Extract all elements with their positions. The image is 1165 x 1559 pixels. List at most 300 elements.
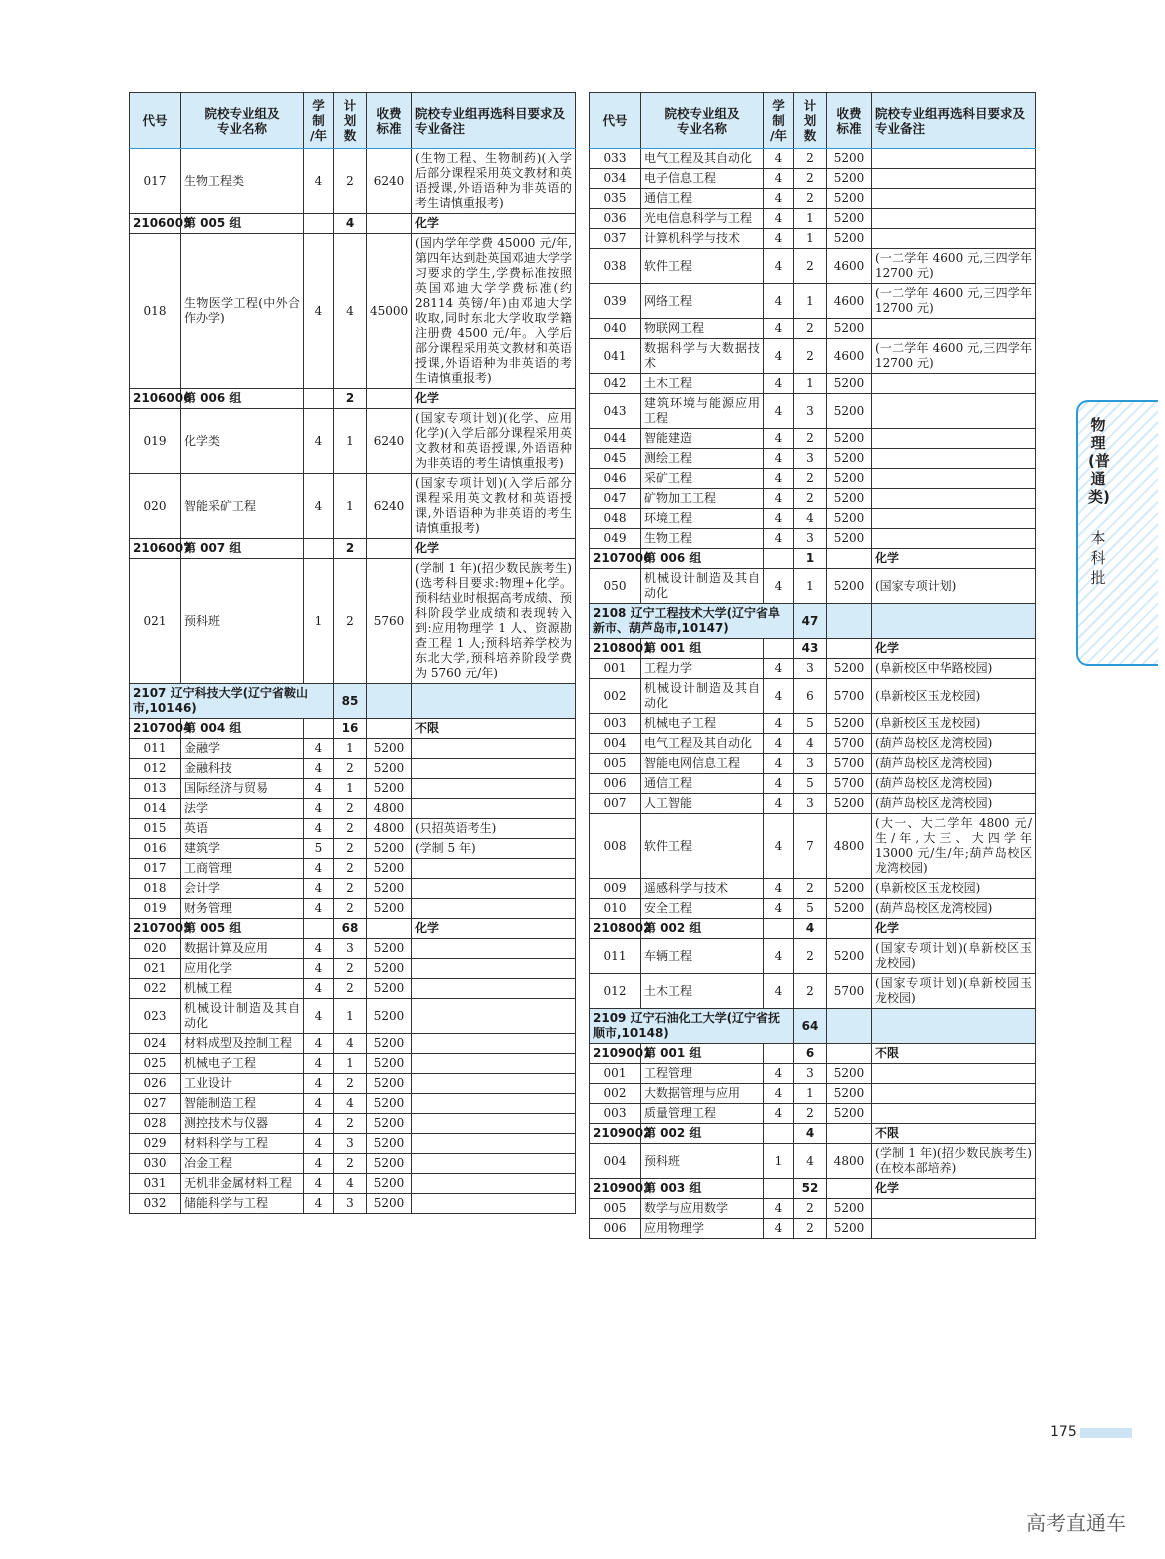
- major-years: 4: [304, 859, 334, 879]
- group-fee-empty: [367, 214, 412, 234]
- major-name: 物联网工程: [641, 319, 764, 339]
- major-note: (阜新校区玉龙校园): [872, 679, 1036, 714]
- major-code: 005: [590, 754, 641, 774]
- major-row: [590, 879, 1036, 899]
- group-fee-empty: [827, 549, 872, 569]
- major-plan: 2: [334, 979, 367, 999]
- major-row: [130, 1154, 576, 1174]
- major-name: 法学: [181, 799, 304, 819]
- major-note: [412, 1114, 576, 1134]
- major-row: [590, 714, 1036, 734]
- major-code: 045: [590, 449, 641, 469]
- major-code: 015: [130, 819, 181, 839]
- major-plan: 3: [334, 1194, 367, 1214]
- major-note: (葫芦岛校区龙湾校园): [872, 754, 1036, 774]
- major-plan: 2: [794, 469, 827, 489]
- major-row: [590, 209, 1036, 229]
- major-fee: 5200: [827, 529, 872, 549]
- major-row: [130, 959, 576, 979]
- major-note: [872, 489, 1036, 509]
- major-years: 4: [764, 469, 794, 489]
- major-plan: 2: [334, 1114, 367, 1134]
- major-row: [130, 149, 576, 214]
- major-note: [872, 1064, 1036, 1084]
- major-plan: 6: [794, 679, 827, 714]
- major-years: 4: [764, 1084, 794, 1104]
- major-name: 冶金工程: [181, 1154, 304, 1174]
- header-fee: 收费 标准: [367, 93, 412, 149]
- school-row: [130, 684, 576, 719]
- major-name: 机械设计制造及其自动化: [641, 679, 764, 714]
- major-note: (一二学年 4600 元,三四学年 12700 元): [872, 249, 1036, 284]
- major-name: 工程管理: [641, 1064, 764, 1084]
- group-code: 2109001: [590, 1044, 641, 1064]
- major-name: 数据计算及应用: [181, 939, 304, 959]
- major-note: [872, 449, 1036, 469]
- major-years: 4: [304, 819, 334, 839]
- major-years: 4: [764, 509, 794, 529]
- group-plan: 1: [794, 549, 827, 569]
- major-name: 应用物理学: [641, 1219, 764, 1239]
- school-fee-empty: [367, 684, 412, 719]
- school-plan: 64: [794, 1009, 827, 1044]
- major-note: [872, 374, 1036, 394]
- major-code: 016: [130, 839, 181, 859]
- major-plan: 2: [794, 489, 827, 509]
- major-code: 008: [590, 814, 641, 879]
- major-name: 生物工程: [641, 529, 764, 549]
- major-plan: 3: [794, 1064, 827, 1084]
- major-code: 011: [590, 939, 641, 974]
- major-note: [872, 149, 1036, 169]
- major-row: [130, 1134, 576, 1154]
- group-plan: 2: [334, 539, 367, 559]
- major-row: [590, 1219, 1036, 1239]
- major-fee: 5200: [367, 839, 412, 859]
- major-row: [130, 779, 576, 799]
- header-code: 代号: [130, 93, 181, 149]
- major-fee: 5200: [367, 1194, 412, 1214]
- group-code: 2109002: [590, 1124, 641, 1144]
- major-years: 4: [764, 1199, 794, 1219]
- group-row: [130, 214, 576, 234]
- major-fee: 5200: [367, 899, 412, 919]
- batch-label: 本科批: [1090, 529, 1106, 587]
- major-name: 数学与应用数学: [641, 1199, 764, 1219]
- category-label: 物理(普通类): [1088, 416, 1110, 506]
- major-row: [590, 939, 1036, 974]
- major-row: [590, 249, 1036, 284]
- major-note: (只招英语考生): [412, 819, 576, 839]
- group-requirement: 不限: [872, 1044, 1036, 1064]
- major-plan: 1: [794, 1084, 827, 1104]
- major-code: 033: [590, 149, 641, 169]
- major-plan: 2: [794, 1104, 827, 1124]
- major-fee: 5200: [827, 374, 872, 394]
- major-name: 化学类: [181, 409, 304, 474]
- major-note: [412, 1134, 576, 1154]
- major-plan: 2: [794, 149, 827, 169]
- major-fee: 4600: [827, 249, 872, 284]
- major-years: 4: [764, 939, 794, 974]
- school-plan: 85: [334, 684, 367, 719]
- major-fee: 5760: [367, 559, 412, 684]
- major-name: 安全工程: [641, 899, 764, 919]
- major-years: 4: [304, 1034, 334, 1054]
- major-note: [412, 899, 576, 919]
- major-plan: 2: [334, 859, 367, 879]
- major-fee: 5700: [827, 734, 872, 754]
- major-note: [412, 779, 576, 799]
- major-name: 智能建造: [641, 429, 764, 449]
- major-note: (学制 1 年)(招少数民族考生)(选考科目要求:物理+化学。预科结业时根据高考成绩、预科阶段学业成绩和表现转入到:应用物理学 1 人、资源勘查工程 1 人;预科培养学校为东北大学,预科培养阶段学费为 5760 元/年): [412, 559, 576, 684]
- major-name: 生物医学工程(中外合作办学): [181, 234, 304, 389]
- group-code: 2107004: [130, 719, 181, 739]
- major-code: 018: [130, 879, 181, 899]
- major-code: 022: [130, 979, 181, 999]
- major-row: [130, 739, 576, 759]
- major-code: 023: [130, 999, 181, 1034]
- major-name: 材料成型及控制工程: [181, 1034, 304, 1054]
- major-code: 046: [590, 469, 641, 489]
- group-years-empty: [764, 919, 794, 939]
- major-plan: 2: [794, 879, 827, 899]
- major-row: [590, 814, 1036, 879]
- major-code: 012: [590, 974, 641, 1009]
- major-fee: 4600: [827, 284, 872, 319]
- page-number-bar: [1080, 1428, 1132, 1438]
- major-code: 001: [590, 1064, 641, 1084]
- group-name: 第 004 组: [181, 719, 304, 739]
- major-fee: 5200: [827, 169, 872, 189]
- major-name: 工程力学: [641, 659, 764, 679]
- group-years-empty: [764, 639, 794, 659]
- major-plan: 3: [334, 1134, 367, 1154]
- major-fee: 5200: [827, 189, 872, 209]
- major-name: 金融学: [181, 739, 304, 759]
- major-fee: 5200: [827, 429, 872, 449]
- major-fee: 5200: [367, 739, 412, 759]
- major-plan: 2: [334, 559, 367, 684]
- major-code: 047: [590, 489, 641, 509]
- major-note: [412, 1054, 576, 1074]
- major-code: 021: [130, 559, 181, 684]
- major-row: [130, 859, 576, 879]
- major-name: 土木工程: [641, 374, 764, 394]
- major-note: (阜新校区玉龙校园): [872, 714, 1036, 734]
- major-row: [590, 394, 1036, 429]
- major-name: 国际经济与贸易: [181, 779, 304, 799]
- major-years: 4: [764, 339, 794, 374]
- group-fee-empty: [367, 719, 412, 739]
- major-fee: 5200: [827, 569, 872, 604]
- major-code: 048: [590, 509, 641, 529]
- major-note: (国家专项计划)(化学、应用化学)(入学后部分课程采用英文教材和英语授课,外语语种为非英语的考生请慎重报考): [412, 409, 576, 474]
- group-name: 第 001 组: [641, 639, 764, 659]
- major-plan: 1: [334, 409, 367, 474]
- major-name: 工商管理: [181, 859, 304, 879]
- major-years: 4: [304, 234, 334, 389]
- major-fee: 4600: [827, 339, 872, 374]
- group-plan: 4: [794, 919, 827, 939]
- major-years: 4: [764, 734, 794, 754]
- group-requirement: 化学: [412, 919, 576, 939]
- group-code: 2109003: [590, 1179, 641, 1199]
- major-row: [130, 819, 576, 839]
- header-name: 院校专业组及 专业名称: [641, 93, 764, 149]
- group-requirement: 不限: [412, 719, 576, 739]
- major-code: 035: [590, 189, 641, 209]
- major-row: [590, 794, 1036, 814]
- major-code: 007: [590, 794, 641, 814]
- major-row: [590, 429, 1036, 449]
- major-note: [872, 1219, 1036, 1239]
- major-note: (葫芦岛校区龙湾校园): [872, 794, 1036, 814]
- group-fee-empty: [827, 1179, 872, 1199]
- group-row: [590, 639, 1036, 659]
- header-note: 院校专业组再选科目要求及 专业备注: [872, 93, 1036, 149]
- major-plan: 3: [794, 529, 827, 549]
- major-row: [590, 319, 1036, 339]
- major-plan: 2: [794, 339, 827, 374]
- major-name: 金融科技: [181, 759, 304, 779]
- group-name: 第 003 组: [641, 1179, 764, 1199]
- major-years: 4: [304, 149, 334, 214]
- school-note-empty: [872, 604, 1036, 639]
- major-name: 机械设计制造及其自动化: [181, 999, 304, 1034]
- major-note: [412, 1174, 576, 1194]
- major-note: [412, 999, 576, 1034]
- major-code: 002: [590, 1084, 641, 1104]
- major-note: [412, 979, 576, 999]
- group-row: [130, 719, 576, 739]
- category-side-tab: [1076, 400, 1158, 666]
- major-plan: 4: [334, 1174, 367, 1194]
- school-name: 2108 辽宁工程技术大学(辽宁省阜新市、葫芦岛市,10147): [590, 604, 794, 639]
- major-fee: 5700: [827, 974, 872, 1009]
- major-fee: 5200: [827, 1199, 872, 1219]
- group-row: [590, 919, 1036, 939]
- major-years: 4: [304, 1074, 334, 1094]
- major-years: 4: [304, 939, 334, 959]
- major-code: 014: [130, 799, 181, 819]
- major-plan: 1: [794, 229, 827, 249]
- major-plan: 1: [334, 1054, 367, 1074]
- major-code: 009: [590, 879, 641, 899]
- major-fee: 4800: [367, 799, 412, 819]
- admission-table-right: [589, 92, 1036, 1239]
- major-fee: 5200: [827, 449, 872, 469]
- major-note: (国家专项计划)(入学后部分课程采用英文教材和英语授课,外语语种为非英语的考生请慎重报考): [412, 474, 576, 539]
- major-years: 4: [304, 1194, 334, 1214]
- major-fee: 5200: [827, 1104, 872, 1124]
- major-years: 4: [764, 529, 794, 549]
- major-fee: 6240: [367, 149, 412, 214]
- major-code: 024: [130, 1034, 181, 1054]
- major-years: 4: [764, 1104, 794, 1124]
- major-row: [590, 734, 1036, 754]
- group-requirement: 化学: [872, 919, 1036, 939]
- major-years: 4: [764, 659, 794, 679]
- major-fee: 5200: [827, 469, 872, 489]
- major-code: 021: [130, 959, 181, 979]
- group-code: 2107006: [590, 549, 641, 569]
- header-name: 院校专业组及 专业名称: [181, 93, 304, 149]
- watermark-text: 高考直通车: [1026, 1511, 1126, 1535]
- major-plan: 2: [334, 959, 367, 979]
- group-requirement: 化学: [412, 389, 576, 409]
- major-row: [590, 469, 1036, 489]
- major-code: 034: [590, 169, 641, 189]
- major-row: [130, 474, 576, 539]
- major-name: 遥感科学与技术: [641, 879, 764, 899]
- major-name: 智能电网信息工程: [641, 754, 764, 774]
- major-years: 4: [764, 449, 794, 469]
- major-years: 4: [304, 1114, 334, 1134]
- header-code: 代号: [590, 93, 641, 149]
- school-row: [590, 604, 1036, 639]
- major-name: 电气工程及其自动化: [641, 149, 764, 169]
- major-name: 机械工程: [181, 979, 304, 999]
- major-note: (一二学年 4600 元,三四学年 12700 元): [872, 284, 1036, 319]
- group-code: 2106007: [130, 539, 181, 559]
- major-years: 4: [764, 1064, 794, 1084]
- major-years: 4: [764, 394, 794, 429]
- major-fee: 5200: [827, 1064, 872, 1084]
- group-plan: 16: [334, 719, 367, 739]
- major-code: 028: [130, 1114, 181, 1134]
- major-years: 4: [764, 319, 794, 339]
- major-note: [872, 1199, 1036, 1219]
- group-years-empty: [764, 1124, 794, 1144]
- major-code: 013: [130, 779, 181, 799]
- major-code: 032: [130, 1194, 181, 1214]
- table-header-row: [590, 93, 1036, 149]
- major-code: 003: [590, 1104, 641, 1124]
- major-note: (国家专项计划)(阜新校区玉龙校园): [872, 939, 1036, 974]
- major-row: [590, 679, 1036, 714]
- group-years-empty: [304, 539, 334, 559]
- major-fee: 5700: [827, 754, 872, 774]
- major-fee: 5200: [367, 759, 412, 779]
- major-row: [590, 899, 1036, 919]
- major-fee: 5200: [367, 1094, 412, 1114]
- major-name: 通信工程: [641, 774, 764, 794]
- major-row: [130, 1054, 576, 1074]
- major-note: [412, 759, 576, 779]
- group-plan: 4: [794, 1124, 827, 1144]
- group-code: 2106006: [130, 389, 181, 409]
- group-requirement: 化学: [872, 549, 1036, 569]
- major-code: 006: [590, 1219, 641, 1239]
- major-name: 环境工程: [641, 509, 764, 529]
- major-note: [872, 394, 1036, 429]
- major-years: 1: [764, 1144, 794, 1179]
- major-plan: 2: [794, 939, 827, 974]
- major-code: 017: [130, 859, 181, 879]
- major-code: 002: [590, 679, 641, 714]
- major-code: 020: [130, 474, 181, 539]
- major-name: 测绘工程: [641, 449, 764, 469]
- admission-table-left: [129, 92, 576, 1214]
- major-plan: 5: [794, 714, 827, 734]
- group-requirement: 不限: [872, 1124, 1036, 1144]
- major-code: 040: [590, 319, 641, 339]
- major-code: 012: [130, 759, 181, 779]
- major-plan: 1: [334, 999, 367, 1034]
- major-code: 011: [130, 739, 181, 759]
- major-years: 4: [304, 799, 334, 819]
- major-note: [412, 1034, 576, 1054]
- major-note: [412, 859, 576, 879]
- major-note: [872, 189, 1036, 209]
- major-code: 006: [590, 774, 641, 794]
- major-years: 4: [304, 899, 334, 919]
- major-plan: 4: [334, 1034, 367, 1054]
- major-row: [590, 1104, 1036, 1124]
- group-plan: 52: [794, 1179, 827, 1199]
- major-fee: 5200: [827, 939, 872, 974]
- major-years: 4: [764, 774, 794, 794]
- major-note: (葫芦岛校区龙湾校园): [872, 774, 1036, 794]
- group-fee-empty: [367, 919, 412, 939]
- major-row: [590, 1084, 1036, 1104]
- school-note-empty: [872, 1009, 1036, 1044]
- major-plan: 4: [334, 234, 367, 389]
- major-fee: 5200: [367, 1034, 412, 1054]
- major-fee: 5200: [367, 1154, 412, 1174]
- major-years: 4: [764, 899, 794, 919]
- major-name: 财务管理: [181, 899, 304, 919]
- major-plan: 2: [794, 319, 827, 339]
- major-code: 004: [590, 734, 641, 754]
- group-name: 第 007 组: [181, 539, 304, 559]
- major-years: 1: [304, 559, 334, 684]
- major-fee: 5200: [367, 779, 412, 799]
- major-years: 4: [304, 1054, 334, 1074]
- major-fee: 5200: [827, 509, 872, 529]
- major-note: [872, 469, 1036, 489]
- major-name: 数据科学与大数据技术: [641, 339, 764, 374]
- major-fee: 5200: [827, 149, 872, 169]
- major-note: [412, 799, 576, 819]
- major-years: 4: [764, 974, 794, 1009]
- major-name: 通信工程: [641, 189, 764, 209]
- major-row: [590, 169, 1036, 189]
- major-code: 005: [590, 1199, 641, 1219]
- group-name: 第 006 组: [641, 549, 764, 569]
- major-years: 4: [764, 209, 794, 229]
- major-row: [590, 149, 1036, 169]
- major-fee: 5200: [827, 319, 872, 339]
- major-row: [590, 489, 1036, 509]
- major-fee: 5200: [367, 1134, 412, 1154]
- major-row: [130, 799, 576, 819]
- major-name: 软件工程: [641, 814, 764, 879]
- major-row: [590, 229, 1036, 249]
- major-fee: 6240: [367, 409, 412, 474]
- major-years: 4: [764, 879, 794, 899]
- group-years-empty: [304, 214, 334, 234]
- major-code: 020: [130, 939, 181, 959]
- major-note: (学制 1 年)(招少数民族考生)(在校本部培养): [872, 1144, 1036, 1179]
- major-row: [130, 759, 576, 779]
- major-note: (生物工程、生物制药)(入学后部分课程采用英文教材和英语授课,外语语种为非英语的考生请慎重报考): [412, 149, 576, 214]
- major-row: [590, 1064, 1036, 1084]
- group-name: 第 002 组: [641, 919, 764, 939]
- major-name: 测控技术与仪器: [181, 1114, 304, 1134]
- group-fee-empty: [827, 919, 872, 939]
